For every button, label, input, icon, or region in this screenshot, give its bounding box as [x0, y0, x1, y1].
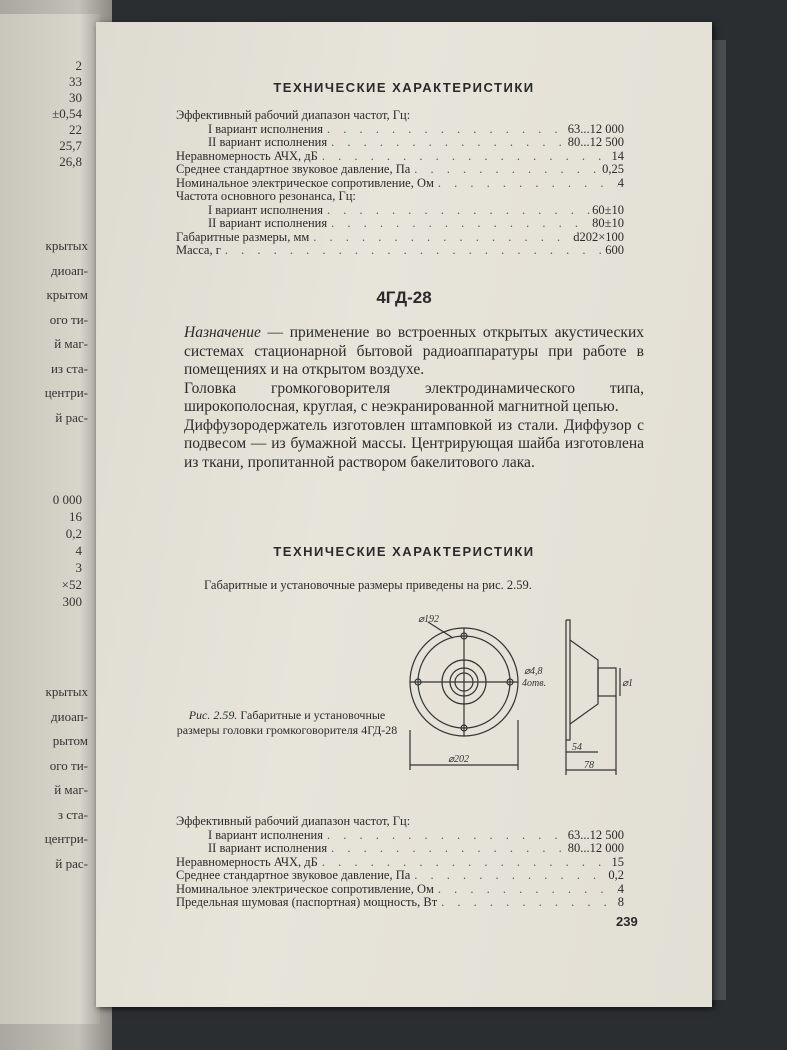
spec-value: 15	[611, 854, 624, 869]
left-page-text: крытом	[46, 287, 88, 302]
leader-dots	[323, 203, 592, 217]
left-page-text: й рас-	[55, 409, 88, 425]
left-page-text: крытых	[45, 684, 88, 699]
page-number: 239	[616, 914, 638, 929]
leader-dots	[327, 135, 568, 149]
spec-label: Неравномерность АЧХ, дБ	[176, 148, 318, 163]
spec-row	[176, 841, 624, 855]
left-page-text: з ста-	[57, 806, 88, 822]
spec-value: 8	[617, 895, 624, 909]
left-page-text: 26,8	[59, 154, 82, 169]
spec-row	[176, 828, 624, 842]
leader-dots	[410, 162, 602, 176]
speaker-drawing-svg	[408, 610, 638, 790]
spec-value: 0,2	[608, 868, 624, 882]
spec-row	[176, 855, 624, 869]
spec-value: 0,25	[602, 162, 624, 176]
spec-label: Предельная шумовая (паспортная) мощность, Вт	[176, 895, 438, 909]
description-text	[184, 324, 644, 472]
purpose-text: — применение во встроенных открытых акустических системах стационарной бытовой радиоаппаратуры при работе в помещениях и на открытом воздухе.	[184, 324, 644, 378]
left-page-text: крытых	[45, 238, 88, 253]
left-page-text: из ста-	[50, 360, 88, 376]
left-page-text: ±0,54	[52, 106, 82, 121]
book-edge	[712, 40, 726, 1000]
left-page-text: ×52	[61, 577, 82, 592]
spec-row	[176, 135, 624, 149]
spec-label: Масса, г	[176, 243, 221, 257]
left-page-text: рытом	[52, 733, 88, 748]
label-d192: ⌀192	[418, 614, 440, 625]
spec-value: 80...12 000	[567, 841, 624, 855]
left-page-text: 2	[75, 58, 82, 73]
spec-row	[176, 882, 624, 896]
spec-row	[176, 868, 624, 882]
left-page-text: 22	[69, 122, 82, 137]
left-page-text: 0 000	[52, 492, 82, 507]
label-side: ⌀1	[622, 678, 634, 689]
spec-label: II вариант исполнения	[208, 841, 328, 855]
spec-value: 63...12 000	[567, 121, 624, 136]
figure-drawing	[408, 610, 638, 790]
spec-table-2	[176, 814, 624, 909]
leader-dots	[323, 828, 568, 842]
left-page-text: 3	[75, 560, 82, 575]
leader-dots	[437, 895, 618, 909]
spec-label: Неравномерность АЧХ, дБ	[176, 854, 318, 869]
book-page	[96, 22, 712, 1007]
leader-dots	[410, 868, 608, 882]
left-page-text: й рас-	[55, 855, 88, 871]
left-page-text: 33	[69, 74, 82, 89]
left-page-text: центри-	[44, 831, 88, 846]
spec-label: II вариант исполнения	[208, 216, 328, 230]
spec-label: Среднее стандартное звуковое давление, Па	[176, 868, 411, 882]
figure-number: Рис. 2.59.	[188, 708, 238, 722]
spec-value: 80...12 500	[567, 135, 624, 149]
spec-label: Эффективный рабочий диапазон частот, Гц:	[176, 108, 411, 122]
spec-row	[176, 895, 624, 909]
dimensions-note: Габаритные и установочные размеры приведены на рис. 2.59.	[204, 578, 532, 592]
purpose-lead: Назначение	[184, 324, 261, 341]
spec-row	[176, 149, 624, 163]
spec-label: Среднее стандартное звуковое давление, Па	[176, 162, 411, 176]
spec-row	[176, 230, 624, 244]
spec-row	[176, 216, 624, 230]
spec-label: Частота основного резонанса, Гц:	[176, 189, 356, 203]
spec-label: Номинальное электрическое сопротивление, Ом	[176, 881, 434, 896]
left-page-fragment	[0, 14, 100, 1024]
leader-dots	[318, 149, 612, 163]
spec-label: Эффективный рабочий диапазон частот, Гц:	[176, 814, 411, 828]
type-paragraph: Головка громкоговорителя электродинамического типа, широкополосная, круглая, с неэкранированной магнитной цепью.	[184, 379, 644, 415]
left-page-text: диоап-	[51, 708, 88, 724]
left-page-text: 30	[69, 90, 82, 105]
figure-caption-text: Габаритные и установочные размеры головки громкоговорителя 4ГД-28	[176, 708, 398, 737]
leader-dots	[318, 855, 612, 869]
label-78: 78	[584, 760, 594, 771]
section-heading-2: ТЕХНИЧЕСКИЕ ХАРАКТЕРИСТИКИ	[273, 544, 535, 559]
spec-row	[176, 122, 624, 136]
spec-value: 80±10	[592, 216, 624, 230]
spec-value: 4	[617, 881, 624, 896]
label-holes: ⌀4,8	[524, 666, 543, 677]
spec-row	[176, 814, 624, 828]
leader-dots	[323, 122, 568, 136]
spec-row	[176, 243, 624, 257]
spec-row	[176, 162, 624, 176]
spec-label: I вариант исполнения	[208, 202, 323, 217]
leader-dots	[309, 230, 573, 244]
left-page-text: 4	[75, 543, 82, 558]
spec-label: I вариант исполнения	[208, 827, 323, 842]
spec-row	[176, 203, 624, 217]
spec-value: 60±10	[592, 202, 624, 217]
spec-label: II вариант исполнения	[208, 135, 328, 149]
spec-value: 14	[611, 148, 624, 163]
left-page-text: 0,2	[65, 526, 82, 541]
spec-value: 4	[617, 175, 624, 190]
spec-value: d202×100	[573, 229, 624, 244]
spec-value: 600	[605, 243, 624, 257]
spec-label: Габаритные размеры, мм	[176, 229, 310, 244]
left-page-text: 300	[62, 594, 82, 609]
left-page-text: центри-	[44, 385, 88, 400]
left-page-text: диоап-	[51, 262, 88, 278]
spec-label: I вариант исполнения	[208, 121, 323, 136]
leader-dots	[327, 216, 592, 230]
left-page-text: й маг-	[54, 336, 88, 351]
figure-caption	[172, 708, 402, 738]
spec-row	[176, 176, 624, 190]
leader-dots	[327, 841, 568, 855]
left-page-text: 25,7	[59, 138, 82, 153]
spec-row	[176, 189, 624, 203]
spec-value: 63...12 500	[567, 827, 624, 842]
spec-row	[176, 108, 624, 122]
leader-dots	[221, 243, 605, 257]
label-d202: ⌀202	[448, 754, 470, 765]
left-page-text: ого ти-	[49, 311, 88, 327]
model-title: 4ГД-28	[376, 288, 432, 307]
leader-dots	[434, 176, 618, 190]
leader-dots	[434, 882, 618, 896]
left-page-text: й маг-	[54, 782, 88, 797]
section-heading: ТЕХНИЧЕСКИЕ ХАРАКТЕРИСТИКИ	[273, 80, 535, 95]
label-holes-count: 4отв.	[522, 678, 547, 689]
construction-paragraph: Диффузородержатель изготовлен штамповкой из стали. Диффузор с подвесом — из бумажной массы. Центрирующая шайба изготовлена из ткани, пропитанной раствором бакелитового лака.	[184, 416, 644, 471]
spec-label: Номинальное электрическое сопротивление, Ом	[176, 175, 434, 190]
purpose-paragraph	[184, 324, 644, 380]
left-page-text: 16	[69, 509, 82, 524]
left-page-text: ого ти-	[49, 757, 88, 773]
label-54: 54	[572, 742, 582, 753]
spec-table-1	[176, 108, 624, 257]
